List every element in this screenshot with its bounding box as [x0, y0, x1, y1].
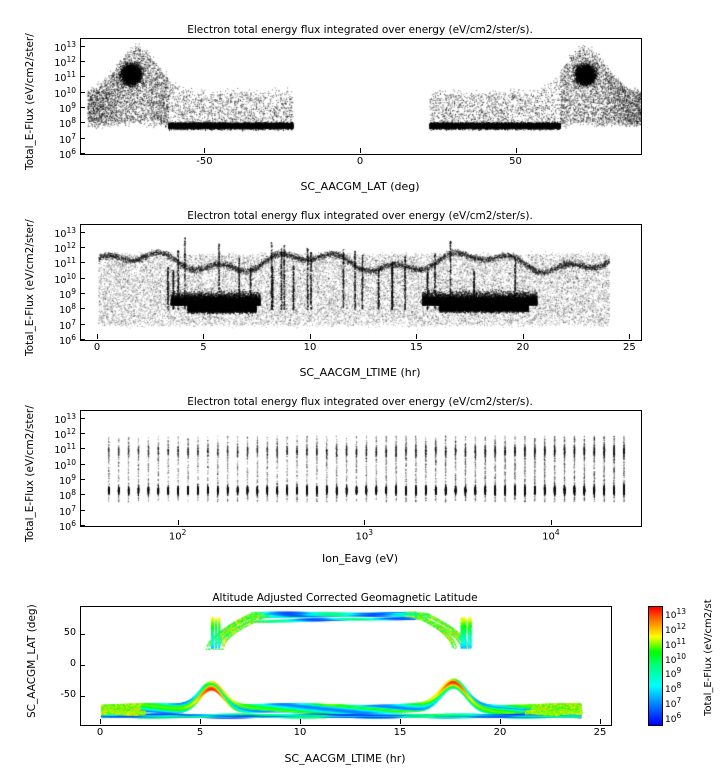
x-tick-mark	[416, 334, 417, 339]
x-tick-label: 10	[293, 727, 307, 738]
y-tick-mark	[80, 92, 85, 93]
panel3-ylabel: Total_E-Flux (eV/cm2/ster/	[24, 405, 36, 542]
y-tick-mark	[80, 232, 85, 233]
y-tick-mark	[80, 247, 85, 248]
y-tick-label: $10^6$	[59, 333, 76, 348]
x-tick-mark	[551, 520, 552, 525]
x-tick-label: 15	[410, 342, 423, 353]
x-tick-mark	[516, 148, 517, 153]
panel1-ylabel: Total_E-Flux (eV/cm2/ster/	[24, 33, 36, 170]
x-tick-label: -50	[196, 156, 213, 167]
y-tick-label: $10^8$	[59, 302, 76, 317]
colorbar-tick-label: $10^{12}$	[665, 622, 686, 637]
y-tick-mark	[80, 479, 85, 480]
y-tick-mark	[80, 138, 85, 139]
panel2-title: Electron total energy flux integrated over energy (eV/cm2/ster/s).	[187, 210, 533, 222]
x-tick-mark	[203, 334, 204, 339]
y-tick-label: $10^7$	[59, 503, 76, 518]
x-tick-label: 20	[516, 342, 530, 353]
y-tick-mark	[80, 433, 85, 434]
x-tick-label: 25	[622, 342, 636, 353]
x-tick-mark	[629, 334, 630, 339]
x-tick-label: $10^3$	[355, 528, 374, 543]
x-tick-mark	[400, 719, 401, 724]
y-tick-label: $10^9$	[59, 473, 76, 488]
colorbar-tick-label: $10^7$	[665, 695, 682, 710]
y-tick-label: 50	[63, 626, 76, 638]
panel2-plot-area	[80, 224, 642, 341]
y-tick-label: $10^{13}$	[54, 39, 76, 54]
x-tick-mark	[600, 719, 601, 724]
y-tick-mark	[80, 525, 85, 526]
y-tick-label: $10^{12}$	[54, 241, 76, 256]
x-tick-label: 0	[96, 727, 104, 738]
y-tick-mark	[80, 696, 85, 697]
x-tick-mark	[360, 148, 361, 153]
x-tick-label: 20	[493, 727, 507, 738]
y-tick-label: -50	[60, 689, 76, 701]
colorbar-tick-label: $10^6$	[665, 710, 682, 725]
x-tick-label: 5	[200, 342, 207, 353]
colorbar-tick-label: $10^{11}$	[665, 636, 686, 651]
panel2-xlabel: SC_AACGM_LTIME (hr)	[299, 366, 421, 379]
y-tick-label: $10^{11}$	[54, 256, 76, 271]
x-tick-label: 5	[196, 727, 204, 738]
y-tick-label: $10^9$	[59, 101, 76, 116]
y-tick-mark	[80, 418, 85, 419]
y-tick-mark	[80, 76, 85, 77]
y-tick-label: $10^9$	[59, 287, 76, 302]
panel4-ylabel: SC_AACGM_LAT (deg)	[26, 604, 38, 718]
y-tick-label: 0	[69, 658, 76, 669]
y-tick-mark	[80, 464, 85, 465]
panel4-xlabel: SC_AACGM_LTIME (hr)	[284, 752, 406, 765]
colorbar-tick-label: $10^{13}$	[665, 607, 686, 622]
y-tick-mark	[80, 61, 85, 62]
x-tick-label: 50	[509, 156, 522, 167]
panel1-plot-area	[80, 38, 642, 155]
y-tick-mark	[80, 122, 85, 123]
y-tick-mark	[80, 339, 85, 340]
x-tick-label: 25	[593, 727, 607, 738]
y-tick-mark	[80, 634, 85, 635]
y-tick-label: $10^{10}$	[54, 457, 76, 472]
panel3-plot-area	[80, 410, 642, 527]
y-tick-label: $10^{13}$	[54, 225, 76, 240]
x-tick-label: 15	[393, 727, 407, 738]
x-tick-mark	[178, 520, 179, 525]
y-tick-mark	[80, 153, 85, 154]
y-tick-label: $10^{10}$	[54, 271, 76, 286]
y-tick-label: $10^{11}$	[54, 442, 76, 457]
x-tick-mark	[310, 334, 311, 339]
y-tick-mark	[80, 46, 85, 47]
x-tick-label: $10^2$	[168, 528, 187, 543]
y-tick-mark	[80, 262, 85, 263]
panel2-ylabel: Total_E-Flux (eV/cm2/ster/	[24, 219, 36, 356]
x-tick-label: 0	[356, 156, 364, 167]
x-tick-label: $10^4$	[542, 528, 560, 543]
y-tick-label: $10^8$	[59, 488, 76, 503]
y-tick-label: $10^{10}$	[54, 85, 76, 100]
x-tick-mark	[300, 719, 301, 724]
x-tick-mark	[523, 334, 524, 339]
y-tick-label: $10^{12}$	[54, 55, 76, 70]
x-tick-mark	[364, 520, 365, 525]
y-tick-label: $10^8$	[59, 116, 76, 131]
y-tick-mark	[80, 293, 85, 294]
y-tick-mark	[80, 665, 85, 666]
panel1-title: Electron total energy flux integrated over energy (eV/cm2/ster/s).	[187, 24, 533, 36]
y-tick-mark	[80, 448, 85, 449]
y-tick-label: $10^7$	[59, 131, 76, 146]
x-tick-mark	[500, 719, 501, 724]
x-tick-mark	[100, 719, 101, 724]
y-tick-label: $10^{12}$	[54, 427, 76, 442]
y-tick-label: $10^{11}$	[54, 70, 76, 85]
colorbar-tick-label: $10^{10}$	[665, 651, 686, 666]
x-tick-label: 10	[303, 342, 317, 353]
colorbar-tick-label: $10^9$	[665, 666, 682, 681]
panel3-xlabel: Ion_Eavg (eV)	[321, 552, 398, 565]
x-tick-mark	[200, 719, 201, 724]
panel3-title: Electron total energy flux integrated over energy (eV/cm2/ster/s).	[187, 396, 533, 408]
x-tick-label: 0	[93, 342, 101, 353]
y-tick-mark	[80, 324, 85, 325]
panel4-title: Altitude Adjusted Corrected Geomagnetic Latitude	[212, 592, 478, 604]
y-tick-label: $10^6$	[59, 147, 76, 162]
colorbar	[648, 606, 663, 726]
y-tick-mark	[80, 278, 85, 279]
x-tick-mark	[97, 334, 98, 339]
y-tick-mark	[80, 107, 85, 108]
colorbar-tick-label: $10^8$	[665, 681, 682, 696]
colorbar-label: Total_E-Flux (eV/cm2/st	[703, 599, 714, 716]
panel1-xlabel: SC_AACGM_LAT (deg)	[300, 180, 420, 193]
y-tick-mark	[80, 308, 85, 309]
y-tick-label: $10^6$	[59, 519, 76, 534]
y-tick-mark	[80, 494, 85, 495]
y-tick-label: $10^{13}$	[54, 411, 76, 426]
y-tick-mark	[80, 510, 85, 511]
x-tick-mark	[204, 148, 205, 153]
panel4-plot-area	[80, 606, 612, 726]
y-tick-label: $10^7$	[59, 317, 76, 332]
